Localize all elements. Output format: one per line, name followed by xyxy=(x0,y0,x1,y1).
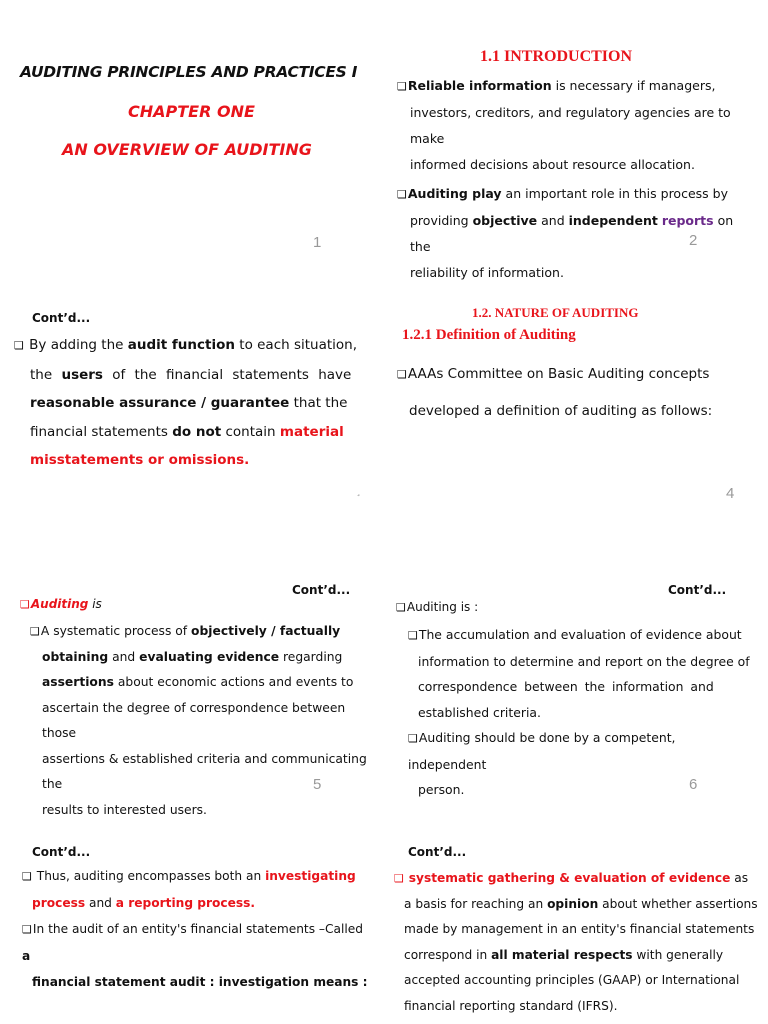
slide-6 xyxy=(384,512,768,797)
bullet-icon: ❑ xyxy=(30,625,40,638)
section-heading: 1.2. NATURE OF AUDITING xyxy=(472,305,639,320)
auditing-definition: ❑A systematic process of objectively / factually obtaining and evaluating evidence regarding assertions about economic actions and events to ascertain the degree of correspondence between those assertions & established criteria and communicating the results to interested users. xyxy=(30,619,374,823)
bullet-icon: ❑ xyxy=(22,923,32,936)
slide-1 xyxy=(0,0,384,256)
chapter-title: CHAPTER ONE xyxy=(128,102,255,121)
section-heading: 1.1 INTRODUCTION xyxy=(480,48,633,65)
bullet-icon: ❑ xyxy=(396,601,406,614)
bullet-icon: ❑ xyxy=(397,368,407,381)
page-number: 4 xyxy=(726,485,735,502)
bullet-icon: ❑ xyxy=(397,188,407,201)
chapter-subtitle: AN OVERVIEW OF AUDITING xyxy=(62,140,312,159)
bullet-icon: ❑ xyxy=(22,870,32,883)
slide-2 xyxy=(384,0,768,280)
auditing-is-intro: ❑Auditing is : xyxy=(396,600,479,614)
bullet-icon: ❑ xyxy=(397,80,407,93)
slide-8 xyxy=(384,768,768,1024)
bullet-icon: ❑ xyxy=(394,872,404,885)
page-number: 6 xyxy=(689,776,698,793)
auditing-is: ❑Auditing is xyxy=(20,597,102,611)
intro-bullets: ❑Reliable information is necessary if managers, investors, creditors, and regulatory agencies are to make informed decisions about resource allocation. ❑Auditing play an important role in this process by providing objective and independent reports on the reliability of information. xyxy=(397,73,757,286)
slide-5 xyxy=(0,512,384,817)
slide-3 xyxy=(0,256,384,512)
bullet-icon: ❑ xyxy=(408,629,418,642)
bullet-icon: ❑ xyxy=(20,598,30,611)
definition-line-1: ❑AAAs Committee on Basic Auditing concepts xyxy=(397,366,710,382)
page-mark: ¸ xyxy=(356,486,361,497)
audit-encompasses-text: ❑ Thus, auditing encompasses both an investigating process and a reporting process. ❑In the audit of an entity's financial statements –Called a financial statement audit : investigation means : xyxy=(22,863,372,995)
contd-label: Cont’d... xyxy=(32,311,91,325)
bullet-icon: ❑ xyxy=(408,732,418,745)
contd-label: Cont’d... xyxy=(292,583,351,597)
slide-7 xyxy=(0,768,384,1024)
slide-4 xyxy=(384,256,768,512)
audit-function-text: ❑ By adding the audit function to each situation, the users of the financial statements have reasonable assurance / guarantee that the financial statements do not contain material misstatements or omissions. xyxy=(14,331,370,475)
subsection-heading: 1.2.1 Definition of Auditing xyxy=(402,327,576,343)
contd-label: Cont’d... xyxy=(32,845,91,859)
page-number: 1 xyxy=(313,234,322,251)
auditing-is-bullets: ❑The accumulation and evaluation of evidence about information to determine and report on the degree of correspondence between the information and established criteria. ❑Auditing should be done by a competent, independent person. xyxy=(408,622,750,803)
page-number: 5 xyxy=(313,776,322,793)
page-number: 2 xyxy=(689,232,698,249)
contd-label: Cont’d... xyxy=(408,845,467,859)
course-title: AUDITING PRINCIPLES AND PRACTICES I xyxy=(20,63,358,81)
bullet-icon: ❑ xyxy=(14,339,24,352)
definition-line-2: developed a definition of auditing as follows: xyxy=(409,403,713,419)
contd-label: Cont’d... xyxy=(668,583,727,597)
systematic-gathering-text: ❑ systematic gathering & evaluation of evidence as a basis for reaching an opinion about whether assertions made by management in an entity's financial statements correspond in all material respects with generally accepted accounting principles (GAAP) or International financial reporting standard (IFRS). xyxy=(394,866,760,1019)
